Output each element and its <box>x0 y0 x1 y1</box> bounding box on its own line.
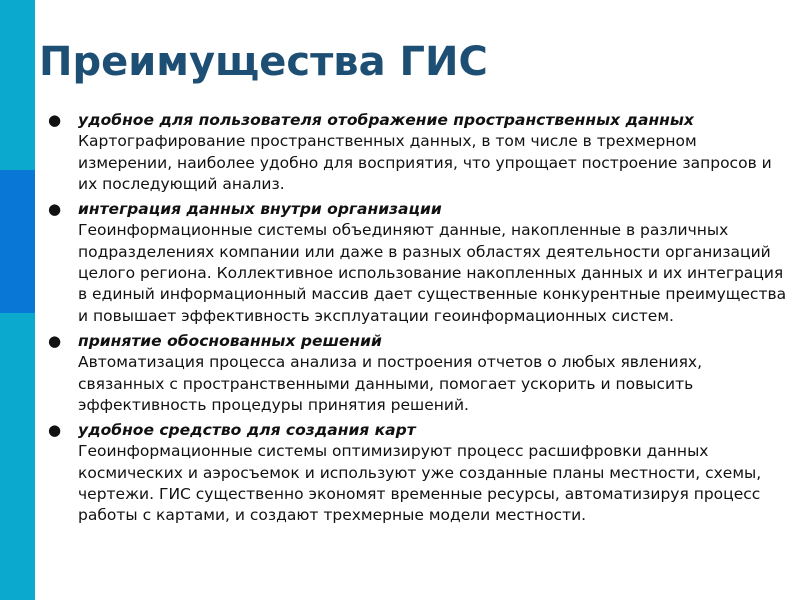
decor-bar-middle <box>0 170 35 313</box>
advantages-list <box>48 110 788 531</box>
list-item <box>48 331 788 416</box>
bullet-icon: ● <box>48 421 62 440</box>
item-heading: принятие обоснованных решений <box>78 331 382 350</box>
decor-bar-top <box>0 0 35 170</box>
decor-bar-bottom <box>0 313 35 600</box>
bullet-icon: ● <box>48 331 62 350</box>
item-text: Геоинформационные системы оптимизируют процесс расшифровки данных космических и аэросъемок и используют уже созданные планы местности, схемы, чертежи. ГИС существенно экономят временные ресурсы, автоматизируя процесс работы с картами, и создают трехмерные модели местности. <box>78 442 762 525</box>
list-item <box>48 420 788 526</box>
item-text: Геоинформационные системы объединяют данные, накопленные в различных подразделениях компании или даже в разных областях деятельности организаций целого региона. Коллективное использование накопленных данных и их интеграция в единый информационный массив дает существенные конкурентные преимущества и повышает эффективность эксплуатации геоинформационных систем. <box>78 221 787 325</box>
bullet-icon: ● <box>48 111 62 129</box>
item-heading: интеграция данных внутри организации <box>78 200 442 219</box>
list-item <box>48 110 788 195</box>
item-text: Автоматизация процесса анализа и построения отчетов о любых явлениях, связанных с пространственными данными, помогает ускорить и повысить эффективность процедуры принятия решений. <box>78 353 703 414</box>
item-heading: удобное для пользователя отображение пространственных данных <box>78 111 694 129</box>
list-item <box>48 199 788 327</box>
item-text: Картографирование пространственных данных, в том числе в трехмерном измерении, наиболее удобно для восприятия, что упрощает построение запросов и их последующий анализ. <box>78 132 772 193</box>
slide-title: Преимущества ГИС <box>39 39 488 85</box>
item-heading: удобное средство для создания карт <box>78 421 416 440</box>
bullet-icon: ● <box>48 200 62 219</box>
